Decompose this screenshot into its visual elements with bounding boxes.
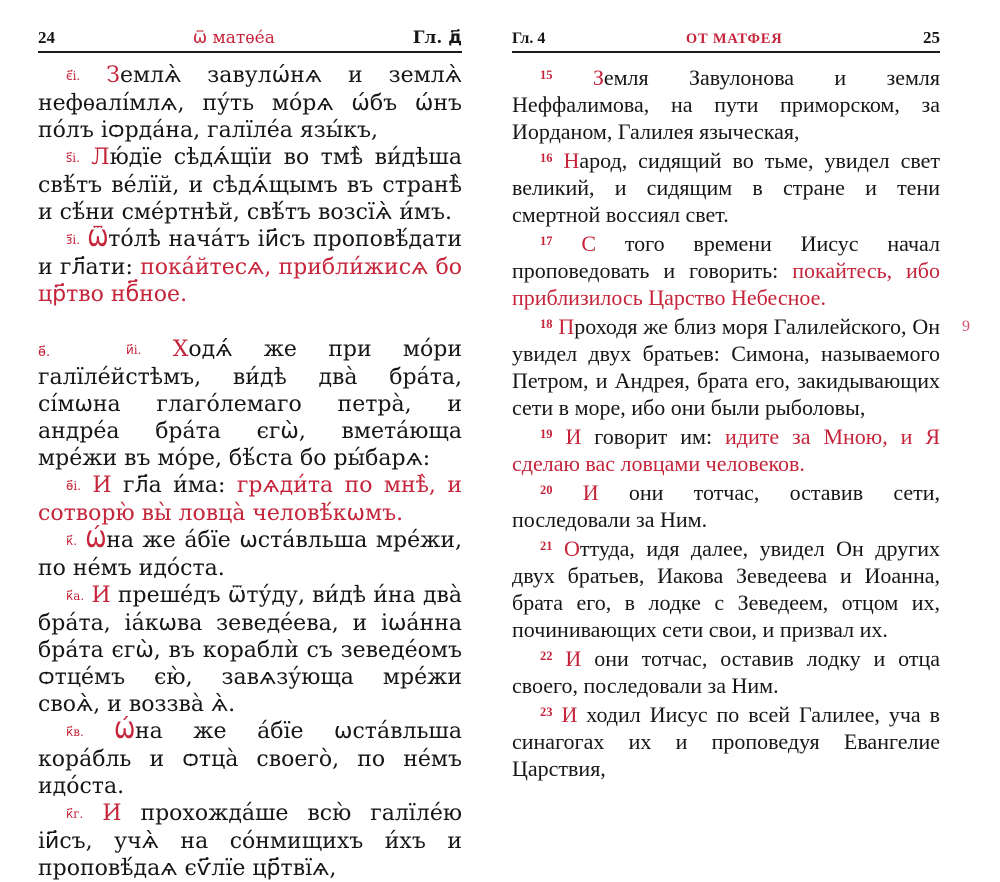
verse-initial: И	[565, 646, 582, 671]
right-page-verses	[512, 62, 970, 782]
verse-number: ѳ҃і.	[66, 479, 81, 493]
verse-initial: Х	[172, 337, 189, 362]
verse-text: гл҃а и́ма:	[111, 473, 237, 498]
verse	[512, 699, 940, 782]
verse	[38, 472, 462, 527]
verse-text: прохожда́ше всю̀ галїле́ю іи҃съ, учѧ̀ на со́нмищихъ и́хъ и проповѣ́даѧ єѵ҃лїе цр҃твїѧ,	[38, 801, 462, 881]
verse-text: роходя же близ моря Галилейского, Он увидел двух братьев: Симона, называемого Петром, и Андрея, брата его, закидывающих сети в море, ибо они были рыболовы,	[512, 314, 941, 420]
verse	[512, 477, 940, 533]
verse	[512, 228, 940, 311]
verse-text: одѧ́ же при мо́ри галїле́йстѣмъ, ви́дѣ два̀ бра́та, сі́мѡна глаго́лемаго петра̀, и андре́а бра́та єгѡ̀, вмета́юща мре́жи въ мо́ре, бѣ́ста бо ры́барѧ:	[38, 337, 462, 471]
verse	[38, 800, 462, 882]
left-chapter-label: Гл. д҃	[412, 28, 462, 48]
verse-text: говорит им:	[581, 424, 726, 449]
verse-number: 20	[540, 483, 553, 497]
verse	[512, 533, 940, 643]
left-running-title: ѿ матѳе́а	[192, 28, 275, 48]
verse-initial: И	[582, 480, 599, 505]
left-page-number: 24	[38, 28, 55, 47]
verse-initial: З	[592, 65, 604, 90]
verse-initial: И	[92, 473, 112, 498]
verse-number: к҃.	[66, 534, 78, 548]
verse	[512, 311, 970, 421]
verse	[512, 62, 940, 145]
verse	[38, 62, 462, 144]
verse-text: то́лѣ нача́тъ іи҃съ проповѣ́дати и гл҃ати:	[38, 227, 462, 280]
right-page-header	[512, 26, 940, 53]
verse-initial: И	[102, 801, 122, 826]
verse-number: к҃г.	[66, 807, 84, 821]
verse-initial: Ѿ	[87, 227, 109, 252]
right-running-title: ОТ МАТФЕЯ	[685, 31, 783, 47]
verse-initial: О	[563, 536, 580, 561]
verse-number: є҃і.	[66, 69, 81, 83]
right-chapter-label: Гл. 4	[512, 30, 546, 47]
verse-initial: Н	[563, 148, 580, 173]
verse-initial: С	[581, 231, 596, 256]
verse-text: преше́дъ ѿту́ду, ви́дѣ и́на два̀ бра́та, іа́кѡва зеведе́ева, и іѡа́нна бра́та єгѡ̀, въ кораблѝ съ зеведе́омъ ѻтце́мъ єю̀, завѧзу́юща мре́жи своѧ̀, и воззва̀ ѧ̀.	[38, 583, 463, 717]
zachalo-margin-note: 9	[962, 318, 970, 335]
verse-initial: И	[565, 424, 582, 449]
verse-initial: И	[91, 583, 111, 608]
verse	[512, 643, 940, 699]
verse-red-text: грѧди́та по мнѣ̀, и сотворю̀ вы̀ ловца̀ человѣ́кѡмъ.	[38, 473, 462, 526]
verse-number: и҃і.	[126, 343, 142, 357]
right-page	[512, 26, 970, 782]
left-page-verses	[38, 62, 462, 882]
verse-number: ѕ҃і.	[66, 151, 80, 165]
verse-number: 21	[540, 539, 553, 553]
verse	[38, 718, 462, 800]
verse-text: на же а́бїе ѡста́вльша кора́бль и ѻтца̀ своего̀, по не́мъ идо́ста.	[38, 719, 462, 799]
verse	[38, 582, 462, 718]
verse-text: того времени Иисус начал проповедовать и говорить:	[512, 231, 940, 283]
verse-text: ходил Иисус по всей Галилее, уча в синагогах их и проповедуя Евангелие Царствия,	[512, 702, 941, 781]
verse-number: 15	[540, 68, 553, 82]
verse-initial: Л	[91, 145, 110, 170]
verse	[512, 421, 940, 477]
verse-number: 17	[540, 234, 553, 248]
verse	[512, 145, 940, 228]
verse-text: ю́дїе сѣдѧ́щїи во тмѣ̀ ви́дѣша свѣ́тъ ве́лїй, и сѣдѧ́щымъ въ странѣ̀ и сѣ́ни сме́ртнѣй, свѣ́тъ возсїѧ̀ и́мъ.	[38, 145, 462, 225]
verse-initial: И	[561, 702, 578, 727]
verse	[38, 527, 462, 582]
verse-text: ттуда, идя далее, увидел Он других двух братьев, Иакова Зеведеева и Иоанна, брата его, в лодке с Зеведеем, отцом их, починивающих сети свои, и призвал их.	[512, 536, 940, 642]
verse-number: 22	[540, 649, 553, 663]
verse-initial: Ѡ́	[85, 528, 107, 553]
verse-text: емлѧ̀ завулѡ́нѧ и землѧ̀ нефѳалі́млѧ, пу́ть мо́рѧ ѡ́бъ ѡ́нъ по́лъ іѻрда́на, галїле́а язы́къ,	[38, 63, 462, 143]
verse-initial: Ѡ́	[114, 719, 135, 744]
verse-text: на же а́бїе ѡста́вльша мре́жи, по не́мъ идо́ста.	[38, 528, 462, 581]
verse-initial: П	[558, 314, 575, 339]
verse-text: они тотчас, оставив лодку и отца своего, последовали за Ним.	[512, 646, 941, 698]
zachalo-margin-mark: ѳ҃.	[38, 345, 51, 360]
verse-red-text: покайтесь, ибо приблизилось Царство Небесное.	[512, 258, 941, 310]
verse-number: 19	[540, 427, 553, 441]
right-page-number: 25	[923, 28, 940, 47]
verse-number: к҃а.	[66, 589, 85, 603]
verse-number: 18	[540, 317, 553, 331]
left-page	[38, 26, 462, 882]
verse-text: арод, сидящий во тьме, увидел свет великий, и сидящим в стране и тени смертной воссиял свет.	[512, 148, 941, 227]
verse-number: к҃в.	[66, 725, 84, 739]
verse-number: 23	[540, 705, 553, 719]
verse-text: емля Завулонова и земля Неффалимова, на пути приморском, за Иорданом, Галилея языческая,	[512, 65, 940, 144]
left-page-header	[38, 26, 462, 53]
verse-red-text: идите за Мною, и Я сделаю вас ловцами человеков.	[512, 424, 941, 476]
verse-number: з҃і.	[66, 233, 81, 247]
verse-initial: З	[106, 63, 120, 88]
verse	[38, 226, 462, 308]
verse-text: они тотчас, оставив сети, последовали за Ним.	[512, 480, 941, 532]
verse	[38, 336, 462, 472]
verse	[38, 144, 462, 226]
verse-number: 16	[540, 151, 553, 165]
verse-red-text: пока́йтесѧ, прибли́жисѧ бо цр҃тво нб҃ное.	[38, 255, 462, 307]
